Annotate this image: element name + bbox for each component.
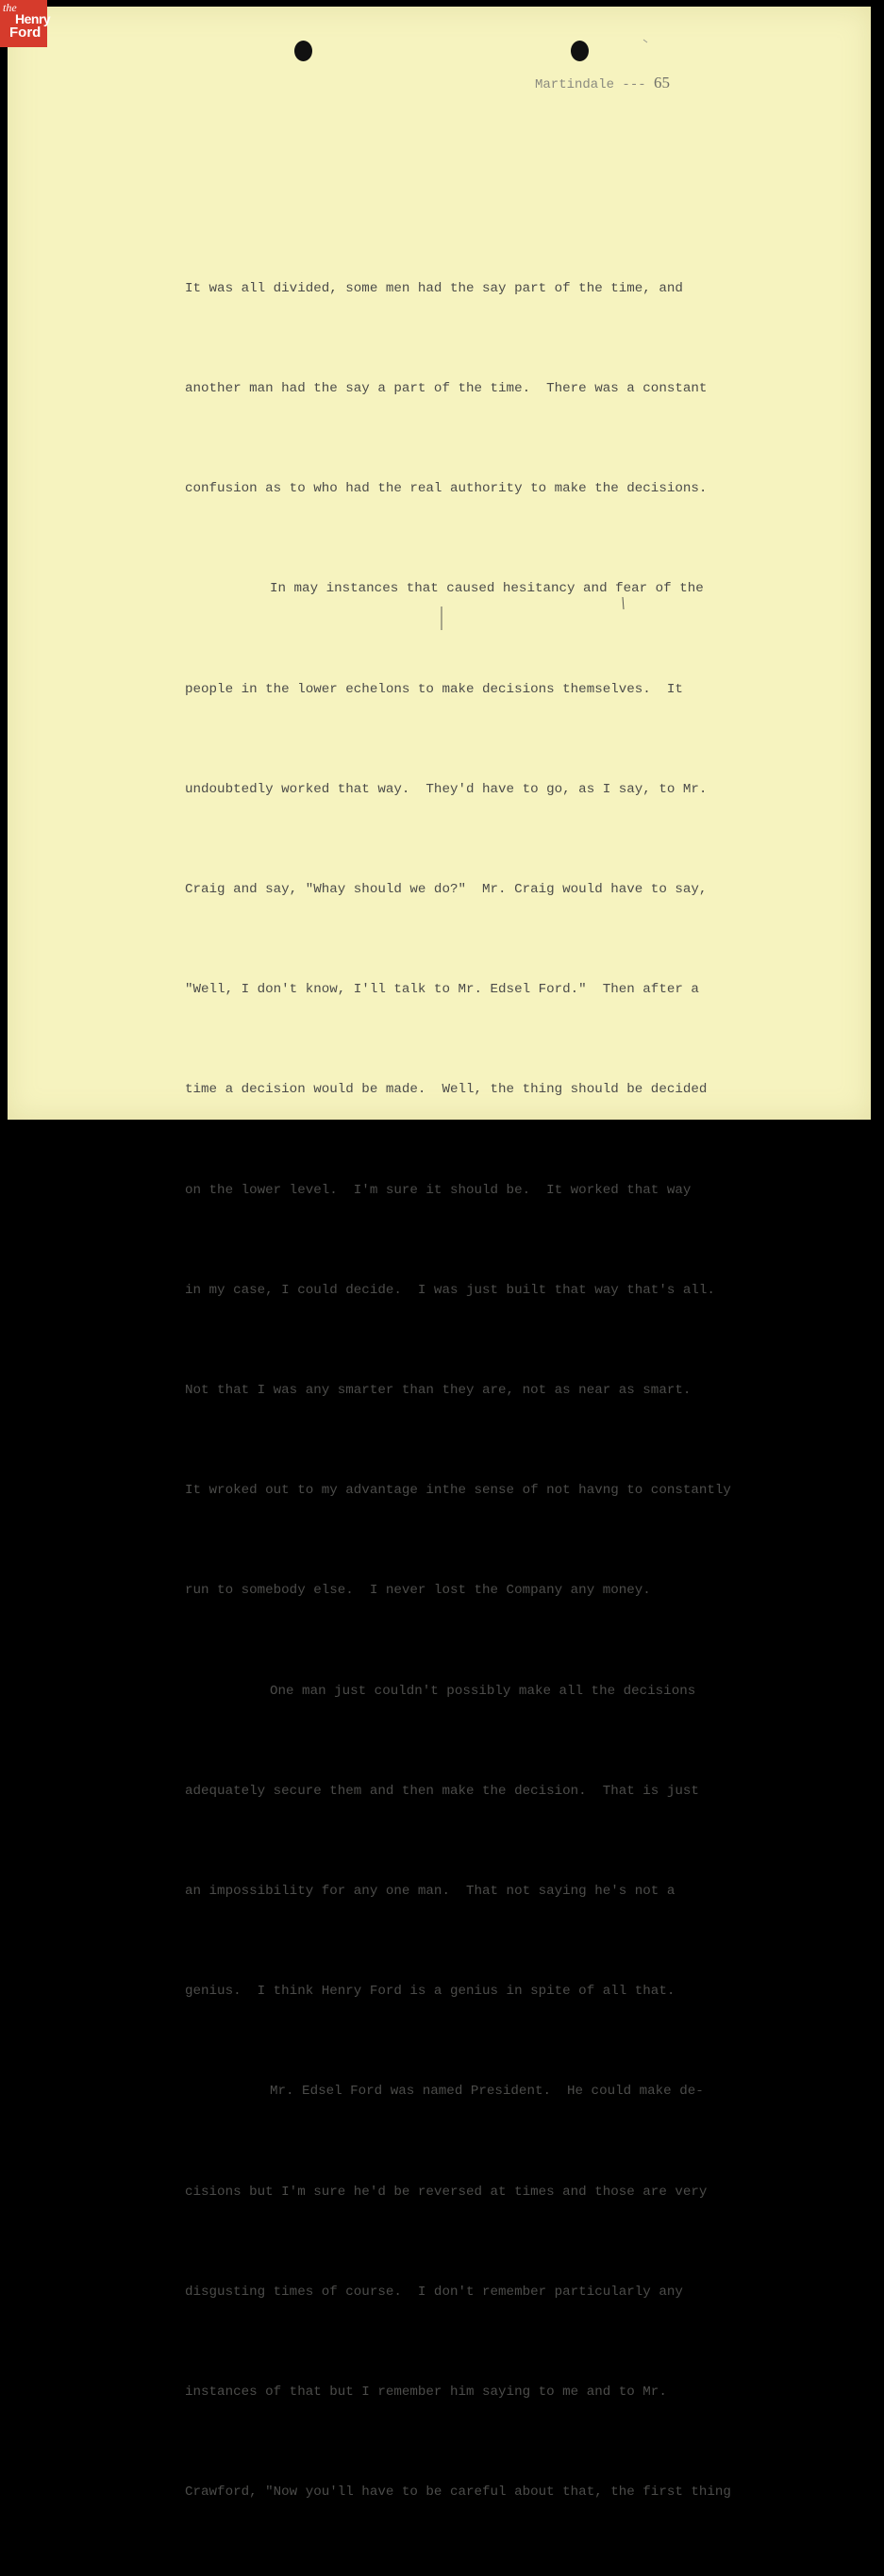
text-line: Crawford, "Now you'll have to be careful about that, the first thing [185,2485,731,2501]
page-header [535,74,670,92]
transcript-body [185,206,845,2576]
text-line: instances of that but I remember him saying to me and to Mr. [185,2385,667,2401]
text-line: an impossibility for any one man. That not saying he's not a [185,1884,676,1900]
page-number: 65 [654,74,671,91]
header-label: Martindale --- [535,77,646,92]
text-line: Craig and say, "Whay should we do?" Mr. Craig would have to say, [185,882,708,898]
text-line: time a decision would be made. Well, the thing should be decided [185,1082,708,1098]
text-line: Not that I was any smarter than they are, not as near as smart. [185,1383,692,1399]
text-line-indented: In may instances that caused hesitancy and fear of the [270,581,704,597]
text-line-indented: Mr. Edsel Ford was named President. He could make de- [270,2084,704,2100]
text-line-indented: One man just couldn't possibly make all the decisions [270,1683,696,1699]
text-line: disgusting times of course. I don't remember particularly any [185,2284,683,2300]
text-line: undoubtedly worked that way. They'd have to go, as I say, to Mr. [185,781,708,797]
logo-text-henry: Henry [15,11,51,26]
punch-hole-right [571,41,589,61]
henry-ford-logo [0,0,51,47]
text-line: people in the lower echelons to make decisions themselves. It [185,681,683,697]
logo-text-the: the [3,1,17,14]
text-line: run to somebody else. I never lost the Company any money. [185,1583,651,1599]
punch-hole-left [294,41,312,61]
text-line: confusion as to who had the real authority to make the decisions. [185,481,708,497]
text-line: genius. I think Henry Ford is a genius in spite of all that. [185,1984,676,2000]
text-line: on the lower level. I'm sure it should be. It worked that way [185,1182,692,1198]
text-line: cisions but I'm sure he'd be reversed at times and those are very [185,2184,708,2200]
text-line: It was all divided, some men had the say part of the time, and [185,280,683,296]
text-line: It wroked out to my advantage inthe sense of not havng to constantly [185,1483,731,1499]
text-line: "Well, I don't know, I'll talk to Mr. Edsel Ford." Then after a [185,982,699,998]
text-line: in my case, I could decide. I was just built that way that's all. [185,1282,715,1298]
text-line: adequately secure them and then make the decision. That is just [185,1783,699,1799]
logo-text-ford: Ford [9,25,42,41]
text-line: another man had the say a part of the time. There was a constant [185,381,708,397]
